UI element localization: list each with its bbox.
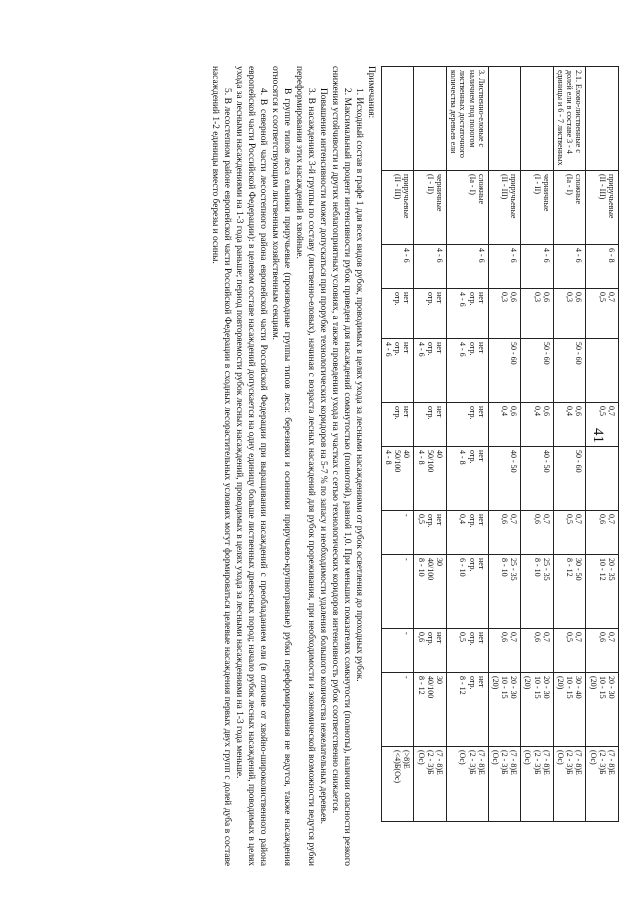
note-1: 1. Исходный состав в графе 1 для всех видов рубок, проводимых в целях ухода за лесными насаждениями от рубок осветления до проходных рубок.: [353, 88, 364, 682]
table-cell: 0,7 0,5: [553, 629, 586, 673]
table-cell: 20 - 30 10 - 15 (20): [488, 673, 521, 747]
table-row: [414, 67, 447, 822]
table-cell: [586, 447, 619, 511]
group-cell: [586, 67, 619, 171]
table-cell: нет отр.: [381, 289, 414, 339]
table-cell: 0,7 0,5: [553, 511, 586, 555]
table-cell: 4 - 6: [414, 245, 447, 289]
forest-type-cell: приручьевые (II - III): [381, 171, 414, 245]
group-cell: [521, 67, 554, 171]
table-cell: 30 - 50 8 - 12: [553, 555, 586, 629]
table-cell: 0,7 0,5: [586, 403, 619, 447]
forest-type-cell: черничные (I - II): [521, 171, 554, 245]
table-cell: (7 - 8)Е (2 - 3)Б (Ос): [586, 747, 619, 822]
group-cell: [414, 67, 447, 171]
table-cell: 4 - 6: [488, 245, 521, 289]
table-row: [488, 67, 521, 822]
table-cell: (7 - 8)Е (2 - 3)Б (Ос): [553, 747, 586, 822]
table-cell: 0,6 0,4: [488, 403, 521, 447]
note-2-cont: Повышение интенсивности может допускаться при прорубке технологических коридоров на 5-7 % по запасу и необходимости удаления большого количества нежелательных деревьев.: [317, 88, 328, 824]
forest-type-cell: черничные (I - II): [414, 171, 447, 245]
table-row: [381, 67, 414, 822]
note-4: 4. В северной части лесостепного района европейской части Российской Федерации при выращивании насаждений с преобладанием ели (в отличие от хвойно-широколиственного района европейской части Российской Федерации): в целевом составе насаждений допускается на одну единицу больше лиственных древесных пород; начало рубок лесных насаждений, проводимых в целях ухода за лесными насаждениями на 1-3 года раньше; период повторяемости рубок лесных насаждений, проводимых в целях ухода за лесными насаждениями на 1-3 года меньше.: [233, 66, 268, 866]
table-cell: 0,7 0,6: [521, 629, 554, 673]
table-cell: 4 - 6: [521, 245, 554, 289]
table-cell: нет отр. 0,6: [414, 629, 447, 673]
table-row: [553, 67, 586, 822]
group-cell: 3. Лиственно-еловые с наличием под пологом лиственных достаточного количества деревьев ели: [447, 67, 489, 171]
table-cell: нет отр. 0,5: [447, 629, 489, 673]
table-cell: нет отр. 4 - 6: [447, 289, 489, 339]
table-cell: 50 - 60: [553, 447, 586, 511]
table-cell: нет отр. 4 - 6: [381, 339, 414, 403]
table-cell: [586, 339, 619, 403]
table-cell: 20 - 35 10 - 12: [586, 555, 619, 629]
notes: [209, 66, 377, 866]
table-body: [381, 67, 618, 822]
table-row: [586, 67, 619, 822]
table-cell: (>8)Е (<4)Б(Ос): [381, 747, 414, 822]
table-cell: нет отр. 0,5: [414, 511, 447, 555]
forest-type-cell: приручьевые (II - III): [488, 171, 521, 245]
table-cell: 30 40/100 8 - 12: [414, 673, 447, 747]
table-cell: 50 - 60: [488, 339, 521, 403]
table-cell: 50 - 60: [521, 339, 554, 403]
table-cell: 0,7 0,6: [586, 511, 619, 555]
table-cell: нет отр. 6 - 10: [447, 555, 489, 629]
table-cell: нет отр.: [447, 403, 489, 447]
table-cell: 40 - 50: [521, 447, 554, 511]
table-cell: (7 - 8)Е (2 - 3)Б (Ос): [447, 747, 489, 822]
table-cell: 0,7 0,6: [521, 511, 554, 555]
table-cell: -: [381, 511, 414, 555]
table-cell: 4 - 6: [381, 245, 414, 289]
table-row: [521, 67, 554, 822]
table-cell: 0,6 0,3: [521, 289, 554, 339]
page-number: 41: [590, 428, 606, 443]
table-cell: -: [381, 629, 414, 673]
table-cell: нет отр. 4 - 6: [447, 339, 489, 403]
table-cell: 25 - 35 8 - 10: [488, 555, 521, 629]
table-cell: 40 - 50: [488, 447, 521, 511]
table-cell: 4 - 6: [447, 245, 489, 289]
table-cell: нет отр. 4 - 6: [414, 339, 447, 403]
table-cell: (7 - 8)Е (2 - 3)Б (Ос): [521, 747, 554, 822]
table-cell: 50 - 60: [553, 339, 586, 403]
note-3: 3. В насаждениях 3-й группы по составу (лиственно-еловых), начиная с возраста лесных насаждений для рубок прореживания, при необходимости и экономической возможности ведутся рубки переформирования этих насаждений в хвойные.: [293, 66, 316, 866]
table-row: [447, 67, 489, 822]
table-cell: 0,6 0,3: [488, 289, 521, 339]
table-cell: 0,6 0,4: [553, 403, 586, 447]
note-3-cont: В группе типов леса ельники приручьевые (производные группы типов леса: березняки и осинники приручьево-крупнотравные) рубки переформирования не ведутся, также насаждения относятся к соответствующим лиственным хозяйственным секциям.: [269, 66, 292, 866]
notes-title: Примечания:: [366, 66, 376, 119]
table-cell: 30 - 40 10 - 15 (20): [553, 673, 586, 747]
table-cell: нет отр. 8 - 12: [447, 673, 489, 747]
table-cell: -: [381, 555, 414, 629]
table-cell: 30 40/100 8 - 10: [414, 555, 447, 629]
forest-type-cell: сложные (Iа - I): [447, 171, 489, 245]
forest-type-cell: приручьевые (II - III): [586, 171, 619, 245]
table-cell: 0,7 0,6: [586, 629, 619, 673]
table-cell: 0,7 0,6: [488, 511, 521, 555]
note-5: 5. В лесостепном районе европейской части Российской Федерации в сходных лесорастительных условиях могут формироваться целевые насаждения первых двух групп с долей дуба в составе насаждений 1-2 единицы вместо березы и осины.: [209, 66, 232, 866]
table-cell: нет отр. 4 - 8: [447, 447, 489, 511]
group-cell: [488, 67, 521, 171]
group-cell: 2.1. Елово-лиственные с долей ели в составе 3 - 4 единицы и 6 - 7 лиственных: [553, 67, 586, 171]
table-cell: 0,6 0,3: [553, 289, 586, 339]
table-cell: нет отр.: [381, 403, 414, 447]
table-cell: 40 50/100 4 - 8: [414, 447, 447, 511]
table-cell: (7 - 8)Е (2 - 3)Б (Ос): [414, 747, 447, 822]
table-cell: 0,7 0,6: [488, 629, 521, 673]
table-cell: 4 - 6: [553, 245, 586, 289]
table-cell: 20 - 30 10 - 15 (20): [586, 673, 619, 747]
thinning-table: [381, 66, 619, 822]
table-cell: 0,7 0,5: [586, 289, 619, 339]
table-cell: нет отр.: [414, 289, 447, 339]
table-cell: 20 - 30 10 - 15 (20): [521, 673, 554, 747]
table-cell: нет отр. 0,4: [447, 511, 489, 555]
note-2: 2. Максимальный процент интенсивности рубок приведен для насаждений сомкнутостью (полнотой), равной 1,0. При меньших показателях сомкнутости (полноты), наличии опасности резкого снижения устойчивости и других неблагоприятных условиях, а также проведении ухода на участках с сетью технологических коридоров интенсивность рубок соответственно снижается.: [329, 66, 352, 866]
group-cell: [381, 67, 414, 171]
table-cell: (7 - 8)Е (2 - 3)Б (Ос): [488, 747, 521, 822]
table-cell: 0,6 0,4: [521, 403, 554, 447]
table-cell: -: [381, 673, 414, 747]
table-cell: 25 - 35 8 - 10: [521, 555, 554, 629]
table-cell: 40 50/100 4 - 8: [381, 447, 414, 511]
forest-type-cell: сложные (Iа - I): [553, 171, 586, 245]
table-cell: 6 - 8: [586, 245, 619, 289]
table-cell: нет отр.: [414, 403, 447, 447]
